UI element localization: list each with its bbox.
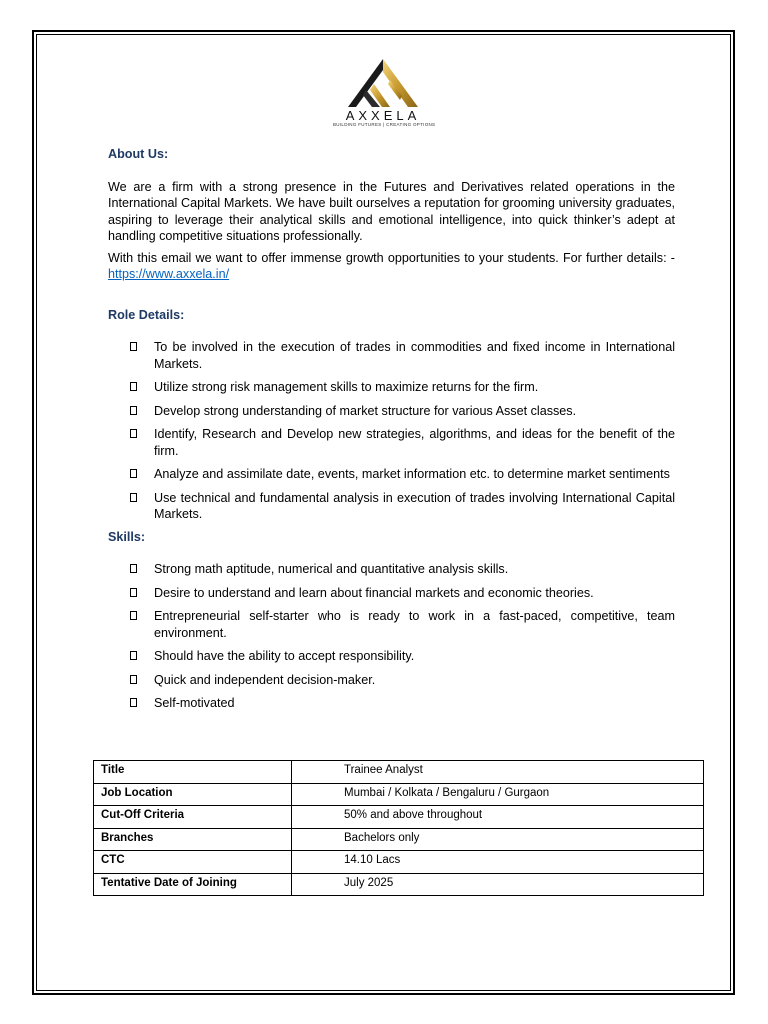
bullet-box-icon bbox=[130, 429, 137, 438]
list-item: Utilize strong risk management skills to maximize returns for the firm. bbox=[108, 379, 675, 396]
list-item: Analyze and assimilate date, events, market information etc. to determine market sentiments bbox=[108, 466, 675, 483]
table-row bbox=[94, 783, 704, 806]
job-details-table bbox=[93, 760, 704, 896]
row-value: Trainee Analyst bbox=[292, 761, 704, 784]
row-value: Bachelors only bbox=[292, 828, 704, 851]
table-row bbox=[94, 873, 704, 896]
growth-paragraph bbox=[108, 250, 675, 283]
row-label: CTC bbox=[94, 851, 292, 874]
row-label: Tentative Date of Joining bbox=[94, 873, 292, 896]
logo-mountain-icon bbox=[344, 58, 422, 108]
bullet-box-icon bbox=[130, 493, 137, 502]
skills-heading: Skills: bbox=[108, 529, 146, 544]
list-item: Should have the ability to accept responsibility. bbox=[108, 648, 675, 665]
role-list bbox=[108, 339, 675, 523]
list-item: Identify, Research and Develop new strategies, algorithms, and ideas for the benefit of the firm. bbox=[108, 426, 675, 459]
row-value: 50% and above throughout bbox=[292, 806, 704, 829]
row-label: Cut-Off Criteria bbox=[94, 806, 292, 829]
bullet-box-icon bbox=[130, 382, 137, 391]
skills-list bbox=[108, 561, 675, 712]
role-heading: Role Details: bbox=[108, 307, 185, 322]
row-label: Job Location bbox=[94, 783, 292, 806]
bullet-box-icon bbox=[130, 651, 137, 660]
table-row bbox=[94, 806, 704, 829]
bullet-box-icon bbox=[130, 698, 137, 707]
list-item: To be involved in the execution of trades in commodities and fixed income in International Markets. bbox=[108, 339, 675, 372]
document-body bbox=[108, 146, 675, 712]
bullet-box-icon bbox=[130, 675, 137, 684]
list-item: Develop strong understanding of market structure for various Asset classes. bbox=[108, 403, 675, 420]
row-value: 14.10 Lacs bbox=[292, 851, 704, 874]
list-item: Desire to understand and learn about financial markets and economic theories. bbox=[108, 585, 675, 602]
growth-text: With this email we want to offer immense growth opportunities to your students. For further details: - bbox=[108, 250, 675, 265]
bullet-box-icon bbox=[130, 564, 137, 573]
table-row bbox=[94, 828, 704, 851]
about-paragraph: We are a firm with a strong presence in the Futures and Derivatives related operations in the International Capital Markets. We have built ourselves a reputation for grooming university graduates, aspiring to leverage their analytical skills and emotional intelligence, into quick thinker’s adept at handling competitive situations professionally. bbox=[108, 179, 675, 243]
row-value: July 2025 bbox=[292, 873, 704, 896]
table-row bbox=[94, 851, 704, 874]
row-value: Mumbai / Kolkata / Bengaluru / Gurgaon bbox=[292, 783, 704, 806]
table-row bbox=[94, 761, 704, 784]
list-item: Strong math aptitude, numerical and quantitative analysis skills. bbox=[108, 561, 675, 578]
row-label: Title bbox=[94, 761, 292, 784]
list-item: Self-motivated bbox=[108, 695, 675, 712]
about-heading: About Us: bbox=[108, 147, 169, 161]
list-item: Entrepreneurial self-starter who is ready to work in a fast-paced, competitive, team environment. bbox=[108, 608, 675, 641]
bullet-box-icon bbox=[130, 469, 137, 478]
row-label: Branches bbox=[94, 828, 292, 851]
logo-tagline: BUILDING FUTURES | CREATING OPTIONS bbox=[333, 122, 436, 127]
bullet-box-icon bbox=[130, 588, 137, 597]
website-link[interactable]: https://www.axxela.in/ bbox=[108, 267, 230, 281]
list-item: Quick and independent decision-maker. bbox=[108, 672, 675, 689]
bullet-box-icon bbox=[130, 406, 137, 415]
list-item: Use technical and fundamental analysis in execution of trades involving International Capital Markets. bbox=[108, 490, 675, 523]
bullet-box-icon bbox=[130, 342, 137, 351]
axxela-logo bbox=[333, 58, 436, 136]
logo-wordmark: AXXELA bbox=[345, 108, 421, 123]
bullet-box-icon bbox=[130, 611, 137, 620]
